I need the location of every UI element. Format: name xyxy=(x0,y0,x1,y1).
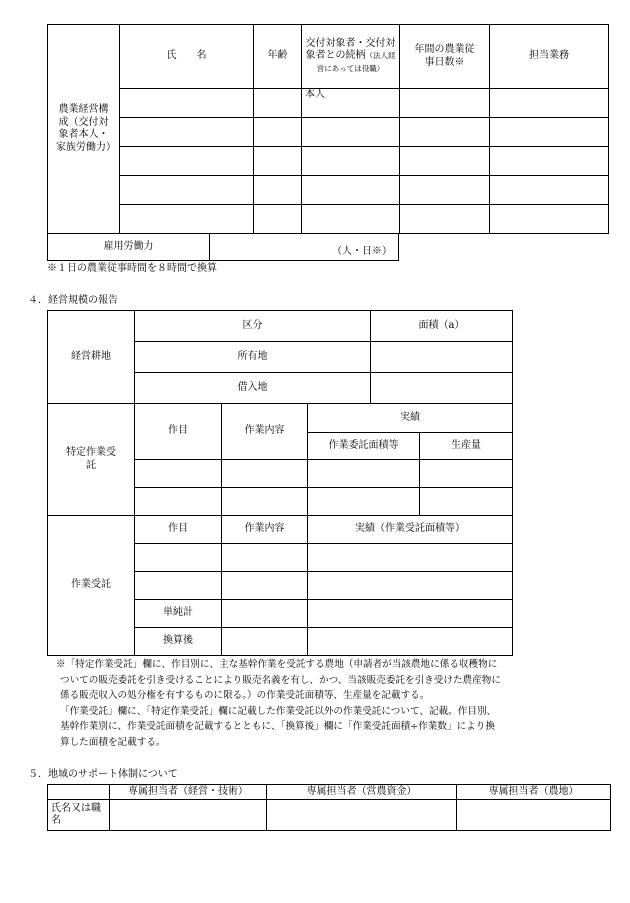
special-cell[interactable] xyxy=(135,488,222,516)
header-land: 専属担当者（農地） xyxy=(457,785,611,800)
simple-total-label: 単純計 xyxy=(135,600,222,628)
work-cell[interactable] xyxy=(222,600,308,628)
labor-cell[interactable] xyxy=(490,205,609,234)
section5-heading: ５．地域のサポート体制について xyxy=(28,769,178,780)
special-cell[interactable] xyxy=(308,488,420,516)
header-name: 氏 名 xyxy=(120,25,254,89)
header-fund: 専属担当者（営農資金） xyxy=(267,785,457,800)
header-work-days-text: 年間の農業従事日数※ xyxy=(414,44,475,68)
hired-labor-label: 雇用労働力 xyxy=(48,234,210,261)
note-line: 算した面積を記載する。 xyxy=(60,736,166,748)
support-corner xyxy=(48,785,110,800)
labor-cell[interactable] xyxy=(120,205,254,234)
farmland-label: 経営耕地 xyxy=(48,311,135,404)
labor-group-label-text: 農業経営構成（交付対象者本人・家族労働力） xyxy=(56,104,116,153)
owned-land-label: 所有地 xyxy=(135,342,371,373)
leased-land-label: 借入地 xyxy=(135,373,371,404)
labor-composition-table xyxy=(47,24,609,234)
header-production: 生産量 xyxy=(420,433,513,460)
land-name-cell[interactable] xyxy=(457,800,611,831)
header-work-days xyxy=(400,25,490,89)
labor-cell[interactable] xyxy=(490,176,609,205)
labor-cell[interactable] xyxy=(302,176,400,205)
labor-cell[interactable] xyxy=(490,89,609,118)
labor-cell[interactable] xyxy=(490,118,609,147)
labor-cell[interactable] xyxy=(400,176,490,205)
hired-labor-unit: （人・日※） xyxy=(332,245,392,257)
work-cell[interactable] xyxy=(222,544,308,572)
note-line: ついての販売委託を引き受けることにより販売名義を有し、かつ、当該販売委託を引き受けた農産物に xyxy=(60,674,501,686)
labor-cell[interactable] xyxy=(254,176,302,205)
labor-cell[interactable] xyxy=(120,118,254,147)
special-contract-label-text: 特定作業受託 xyxy=(66,447,116,471)
special-cell[interactable] xyxy=(308,460,420,488)
header-work-content: 作業内容 xyxy=(222,404,308,460)
work-cell[interactable] xyxy=(222,628,308,656)
labor-cell[interactable] xyxy=(490,147,609,176)
work-cell[interactable] xyxy=(135,544,222,572)
leased-land-area[interactable] xyxy=(371,373,513,404)
header-crop-2: 作目 xyxy=(135,516,222,544)
note-line: 「作業受託」欄に、「特定作業受託」欄に記載した作業受託以外の作業受託について、記載。作目別、 xyxy=(60,705,497,717)
labor-cell[interactable] xyxy=(120,147,254,176)
owned-land-area[interactable] xyxy=(371,342,513,373)
hired-labor-value[interactable] xyxy=(210,234,399,261)
header-relation-note: （法人経営にあっては役職） xyxy=(316,51,396,73)
relation-cell-self[interactable]: 本人 xyxy=(302,89,400,118)
labor-cell[interactable] xyxy=(400,147,490,176)
header-age: 年齢 xyxy=(254,25,302,89)
labor-cell[interactable] xyxy=(400,118,490,147)
labor-cell[interactable] xyxy=(254,89,302,118)
labor-cell[interactable] xyxy=(120,89,254,118)
work-cell[interactable] xyxy=(308,628,513,656)
labor-cell[interactable] xyxy=(254,118,302,147)
work-cell[interactable] xyxy=(222,572,308,600)
mgmt-name-cell[interactable] xyxy=(110,800,267,831)
labor-cell[interactable] xyxy=(302,147,400,176)
name-label-text: 氏名又は職名 xyxy=(51,802,101,826)
work-cell[interactable] xyxy=(308,544,513,572)
special-cell[interactable] xyxy=(135,460,222,488)
labor-cell[interactable] xyxy=(254,205,302,234)
work-cell[interactable] xyxy=(135,572,222,600)
special-contract-label xyxy=(48,404,135,516)
header-mgmt: 専属担当者（経営・技術） xyxy=(110,785,267,800)
header-area: 面積（a） xyxy=(371,311,513,342)
hired-labor-table xyxy=(47,233,399,261)
fund-name-cell[interactable] xyxy=(267,800,457,831)
header-crop: 作目 xyxy=(135,404,222,460)
work-hours-note: ※１日の農業従事時間を８時間で換算 xyxy=(47,263,217,274)
converted-label: 換算後 xyxy=(135,628,222,656)
section4-heading: ４．経営規模の報告 xyxy=(28,295,118,306)
header-duty: 担当業務 xyxy=(490,25,609,89)
special-cell[interactable] xyxy=(420,488,513,516)
header-category: 区分 xyxy=(135,311,371,342)
labor-cell[interactable] xyxy=(254,147,302,176)
header-result-2: 実績（作業受託面積等） xyxy=(308,516,513,544)
support-table xyxy=(47,784,611,831)
labor-cell[interactable] xyxy=(400,205,490,234)
labor-cell[interactable] xyxy=(302,118,400,147)
header-result-area: 作業委託面積等 xyxy=(308,433,420,460)
note-line: ※「特定作業受託」欄に、作目別に、主な基幹作業を受託する農地（申請者が当該農地に係る収穫物に xyxy=(56,659,498,670)
note-line: 係る販売収入の処分権を有するものに限る。）の作業受託面積等、生産量を記載する。 xyxy=(60,690,430,701)
name-label xyxy=(48,800,110,831)
special-cell[interactable] xyxy=(222,488,308,516)
labor-group-label xyxy=(48,25,120,234)
work-contract-label: 作業受託 xyxy=(48,516,135,656)
scale-report-table xyxy=(47,310,513,656)
special-cell[interactable] xyxy=(222,460,308,488)
labor-cell[interactable] xyxy=(302,205,400,234)
note-line: 基幹作業別に、作業受託面積を記載するとともに、「換算後」欄に「作業受託面積÷作業数」により換 xyxy=(60,721,495,732)
labor-cell[interactable] xyxy=(400,89,490,118)
header-relation-text: 交付対象者・交付対象者との続柄 xyxy=(305,37,396,62)
section4-notes xyxy=(56,657,606,750)
header-result: 実績 xyxy=(308,404,513,433)
work-cell[interactable] xyxy=(308,572,513,600)
work-cell[interactable] xyxy=(308,600,513,628)
header-work-content-2: 作業内容 xyxy=(222,516,308,544)
header-relation xyxy=(302,25,400,89)
labor-cell[interactable] xyxy=(120,176,254,205)
special-cell[interactable] xyxy=(420,460,513,488)
